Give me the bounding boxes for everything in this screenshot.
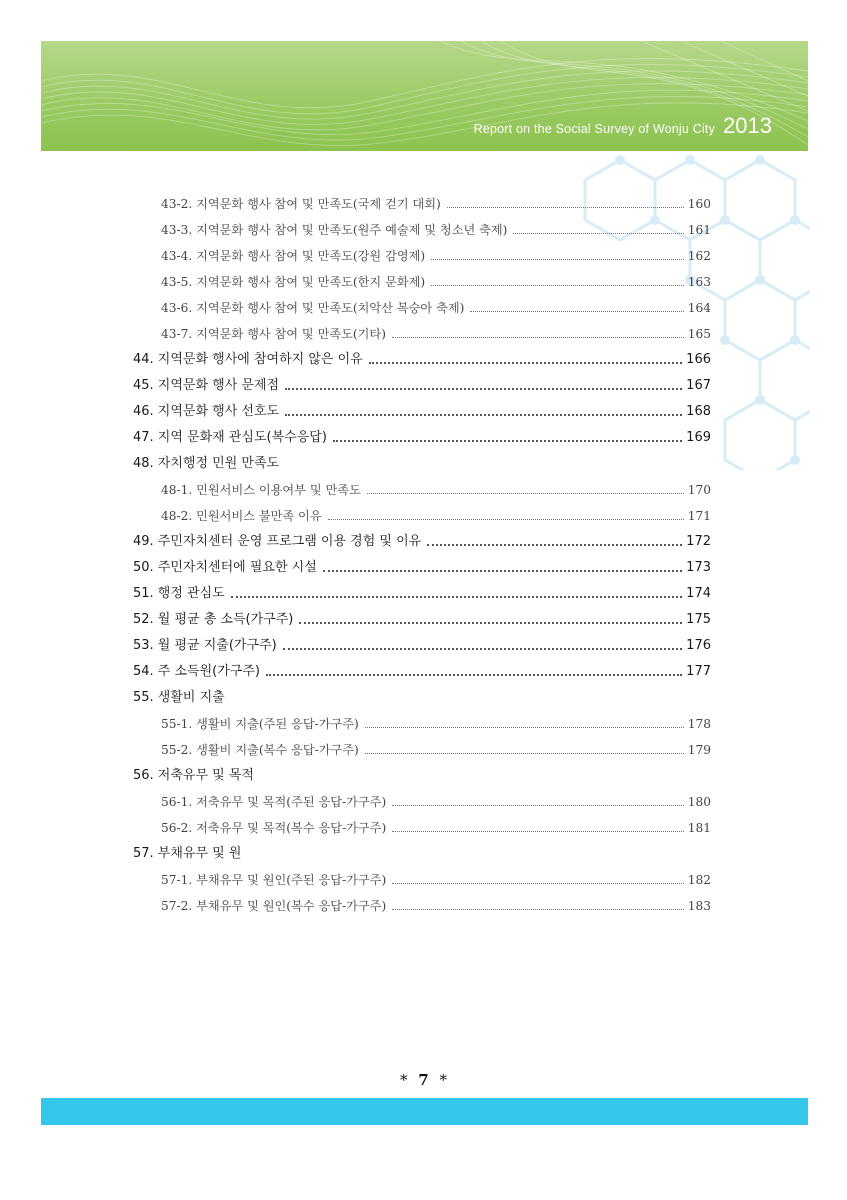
- toc-entry[interactable]: [133, 214, 711, 240]
- toc-entry-label: 46. 지역문화 행사 선호도: [133, 404, 280, 419]
- toc-entry[interactable]: [133, 786, 711, 812]
- toc-entry-label: 44. 지역문화 행사에 참여하지 않은 이유: [133, 352, 363, 367]
- toc-entry-page: 172: [686, 534, 711, 549]
- toc-entry-page: 171: [687, 509, 711, 523]
- toc-entry[interactable]: [133, 656, 711, 682]
- toc-entry-page: 168: [686, 404, 711, 419]
- toc-leader-dots: [283, 648, 682, 650]
- toc-entry[interactable]: [133, 630, 711, 656]
- toc-leader-dots: [513, 233, 683, 234]
- toc-leader-dots: [299, 622, 682, 624]
- toc-entry-label: 52. 월 평균 총 소득(가구주): [133, 612, 294, 627]
- toc-leader-dots: [323, 570, 682, 572]
- toc-entry[interactable]: [133, 578, 711, 604]
- toc-entry[interactable]: [133, 890, 711, 916]
- toc-leader-dots: [392, 909, 684, 910]
- toc-entry-label: 43-4. 지역문화 행사 참여 및 만족도(강원 감영제): [161, 249, 426, 263]
- toc-entry[interactable]: [133, 864, 711, 890]
- toc-entry-label: 55-2. 생활비 지출(복수 응답-가구주): [161, 743, 359, 757]
- report-year: 2013: [723, 113, 772, 138]
- toc-entry-label: 57-1. 부채유무 및 원인(주된 응답-가구주): [161, 873, 387, 887]
- toc-leader-dots: [369, 362, 682, 364]
- page-number: [0, 1071, 847, 1089]
- toc-entry-page: 175: [686, 612, 711, 627]
- toc-entry-page: 169: [686, 430, 711, 445]
- banner-title: [474, 113, 772, 139]
- page-marker-right: *: [439, 1071, 447, 1089]
- toc-entry-page: 162: [687, 249, 711, 263]
- page-number-value: 7: [418, 1071, 429, 1089]
- toc-entry-label: 48-2. 민원서비스 불만족 이유: [161, 509, 322, 523]
- toc-leader-dots: [266, 674, 682, 676]
- toc-leader-dots: [365, 753, 684, 754]
- toc-entry[interactable]: [133, 396, 711, 422]
- toc-entry[interactable]: [133, 708, 711, 734]
- toc-entry-page: 181: [687, 821, 711, 835]
- toc-leader-dots: [328, 519, 684, 520]
- toc-entry-label: 56. 저축유무 및 목적: [133, 768, 254, 783]
- toc-entry[interactable]: [133, 188, 711, 214]
- toc-entry-page: 166: [686, 352, 711, 367]
- toc-entry-page: 182: [687, 873, 711, 887]
- toc-entry[interactable]: [133, 734, 711, 760]
- toc-entry-label: 54. 주 소득원(가구주): [133, 664, 260, 679]
- toc-leader-dots: [447, 207, 684, 208]
- toc-leader-dots: [392, 831, 684, 832]
- toc-entry-label: 48-1. 민원서비스 이용여부 및 만족도: [161, 483, 361, 497]
- toc-leader-dots: [285, 414, 682, 416]
- toc-entry-label: 53. 월 평균 지출(가구주): [133, 638, 277, 653]
- toc-entry[interactable]: [133, 292, 711, 318]
- toc-leader-dots: [365, 727, 684, 728]
- toc-entry[interactable]: [133, 240, 711, 266]
- toc-entry-label: 47. 지역 문화재 관심도(복수응답): [133, 430, 327, 445]
- table-of-contents: [133, 188, 711, 916]
- toc-entry-page: 165: [687, 327, 711, 341]
- toc-leader-dots: [333, 440, 682, 442]
- toc-entry-page: 174: [686, 586, 711, 601]
- toc-leader-dots: [427, 544, 682, 546]
- toc-entry-page: 160: [687, 197, 711, 211]
- toc-entry-page: 161: [687, 223, 711, 237]
- toc-entry[interactable]: [133, 760, 711, 786]
- toc-entry-label: 49. 주민자치센터 운영 프로그램 이용 경험 및 이유: [133, 534, 422, 549]
- toc-entry[interactable]: [133, 474, 711, 500]
- toc-leader-dots: [367, 493, 684, 494]
- toc-entry[interactable]: [133, 266, 711, 292]
- toc-entry[interactable]: [133, 682, 711, 708]
- toc-entry[interactable]: [133, 500, 711, 526]
- toc-entry[interactable]: [133, 422, 711, 448]
- toc-entry-page: 183: [687, 899, 711, 913]
- toc-entry-label: 55. 생활비 지출: [133, 690, 225, 705]
- page-marker-left: *: [400, 1071, 408, 1089]
- toc-leader-dots: [392, 337, 684, 338]
- header-banner: [41, 41, 808, 151]
- toc-entry[interactable]: [133, 370, 711, 396]
- toc-entry-page: 180: [687, 795, 711, 809]
- toc-entry-page: 170: [687, 483, 711, 497]
- toc-leader-dots: [231, 596, 682, 598]
- toc-leader-dots: [392, 883, 684, 884]
- toc-entry-page: 173: [686, 560, 711, 575]
- toc-entry-label: 43-2. 지역문화 행사 참여 및 만족도(국제 걷기 대회): [161, 197, 441, 211]
- toc-entry[interactable]: [133, 318, 711, 344]
- toc-entry-label: 50. 주민자치센터에 필요한 시설: [133, 560, 317, 575]
- toc-entry-label: 51. 행정 관심도: [133, 586, 225, 601]
- toc-leader-dots: [392, 805, 684, 806]
- toc-entry-label: 45. 지역문화 행사 문제점: [133, 378, 280, 393]
- toc-entry[interactable]: [133, 344, 711, 370]
- toc-entry-label: 43-7. 지역문화 행사 참여 및 만족도(기타): [161, 327, 386, 341]
- toc-entry-label: 57. 부채유무 및 원: [133, 846, 242, 861]
- toc-entry[interactable]: [133, 604, 711, 630]
- toc-leader-dots: [470, 311, 683, 312]
- toc-leader-dots: [285, 388, 682, 390]
- toc-entry-label: 48. 자치행정 민원 만족도: [133, 456, 280, 471]
- toc-entry-label: 56-1. 저축유무 및 목적(주된 응답-가구주): [161, 795, 387, 809]
- toc-entry-label: 43-6. 지역문화 행사 참여 및 만족도(치악산 복숭아 축제): [161, 301, 465, 315]
- toc-entry-page: 163: [687, 275, 711, 289]
- toc-entry-page: 177: [686, 664, 711, 679]
- toc-entry[interactable]: [133, 838, 711, 864]
- toc-entry-page: 164: [687, 301, 711, 315]
- toc-entry-page: 178: [687, 717, 711, 731]
- toc-entry[interactable]: [133, 526, 711, 552]
- toc-entry-label: 43-3. 지역문화 행사 참여 및 만족도(원주 예술제 및 청소년 축제): [161, 223, 508, 237]
- toc-entry-page: 176: [686, 638, 711, 653]
- toc-entry[interactable]: [133, 552, 711, 578]
- toc-entry-page: 179: [687, 743, 711, 757]
- toc-entry[interactable]: [133, 812, 711, 838]
- toc-entry[interactable]: [133, 448, 711, 474]
- report-subtitle: Report on the Social Survey of Wonju City: [473, 122, 716, 136]
- toc-entry-label: 56-2. 저축유무 및 목적(복수 응답-가구주): [161, 821, 387, 835]
- toc-leader-dots: [431, 259, 684, 260]
- toc-entry-page: 167: [686, 378, 711, 393]
- toc-leader-dots: [431, 285, 684, 286]
- toc-entry-label: 43-5. 지역문화 행사 참여 및 만족도(한지 문화제): [161, 275, 426, 289]
- toc-entry-label: 57-2. 부채유무 및 원인(복수 응답-가구주): [161, 899, 387, 913]
- toc-entry-label: 55-1. 생활비 지출(주된 응답-가구주): [161, 717, 359, 731]
- footer-bar: [41, 1098, 808, 1125]
